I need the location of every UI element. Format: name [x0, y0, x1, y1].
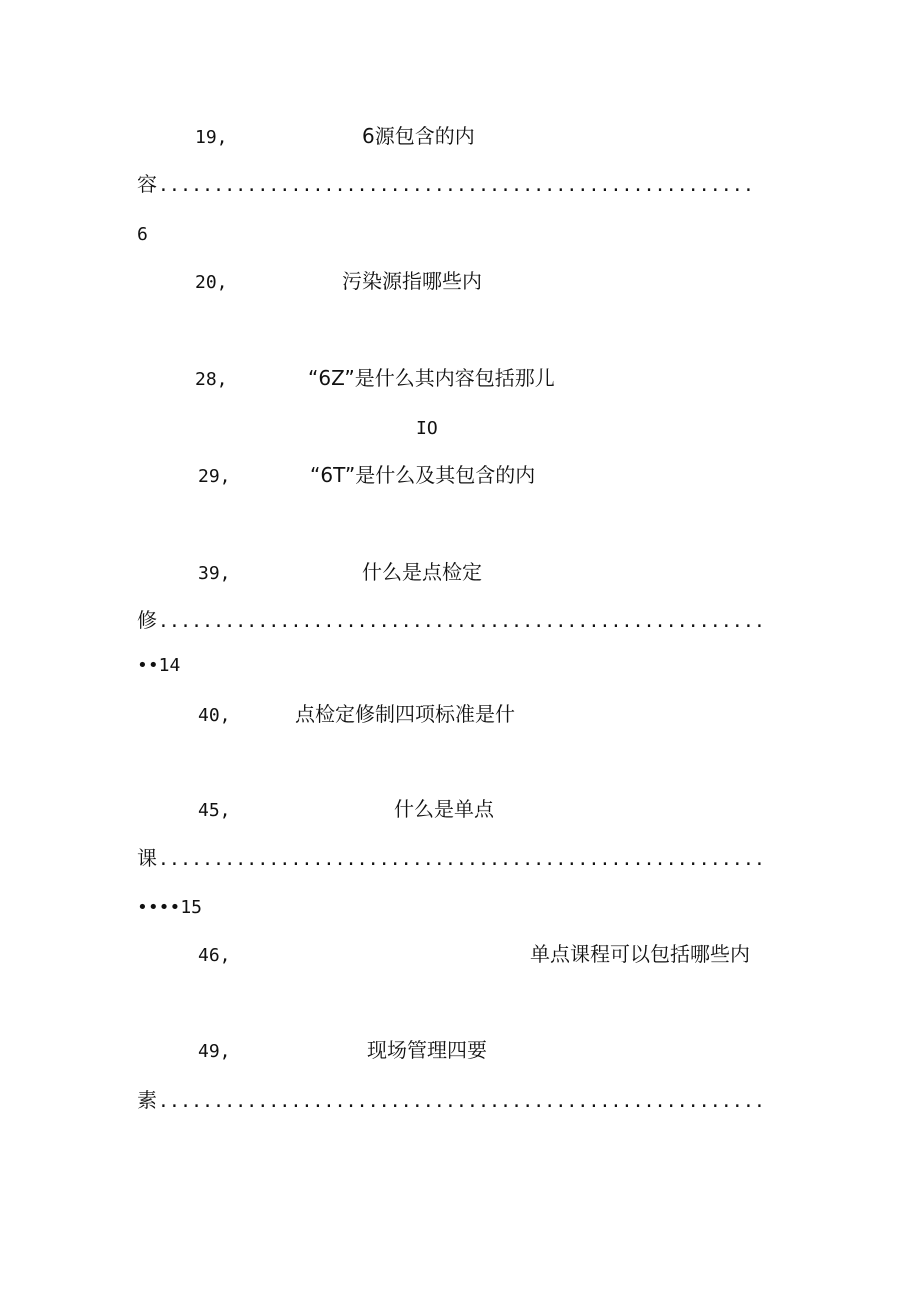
toc-title: 污染源指哪些内	[342, 269, 482, 293]
toc-leader-dots: .......................................................	[158, 1091, 766, 1112]
toc-continuation-char: 容	[137, 172, 157, 196]
toc-page-number: ••14	[137, 655, 181, 676]
toc-number: 29,	[198, 466, 231, 487]
toc-number: 28,	[195, 369, 228, 390]
toc-leader-dots: .......................................................	[158, 849, 766, 870]
toc-number: 46,	[198, 945, 231, 966]
toc-number: 19,	[195, 127, 228, 148]
toc-number: 39,	[198, 563, 231, 584]
toc-title: 点检定修制四项标准是什	[295, 702, 515, 726]
toc-number: 45,	[198, 800, 231, 821]
toc-title: 现场管理四要	[367, 1038, 487, 1062]
toc-page-number: 6	[137, 224, 148, 245]
toc-title: “6T”是什么及其包含的内	[310, 463, 536, 487]
toc-leader-dots: .......................................................	[158, 611, 766, 632]
toc-page-number: ••••15	[137, 897, 203, 918]
toc-extra-text: IO	[416, 418, 438, 439]
toc-number: 40,	[198, 705, 231, 726]
toc-number: 20,	[195, 272, 228, 293]
toc-continuation-char: 修	[137, 608, 157, 632]
toc-title: 单点课程可以包括哪些内	[530, 942, 750, 966]
toc-title: 什么是点检定	[362, 560, 482, 584]
toc-title: “6Z”是什么其内容包括那儿	[308, 366, 555, 390]
toc-title: 什么是单点	[394, 797, 494, 821]
toc-continuation-char: 素	[137, 1088, 157, 1112]
toc-leader-dots: ......................................................	[158, 175, 754, 196]
toc-continuation-char: 课	[137, 846, 157, 870]
toc-title: 6源包含的内	[362, 124, 475, 148]
toc-number: 49,	[198, 1041, 231, 1062]
